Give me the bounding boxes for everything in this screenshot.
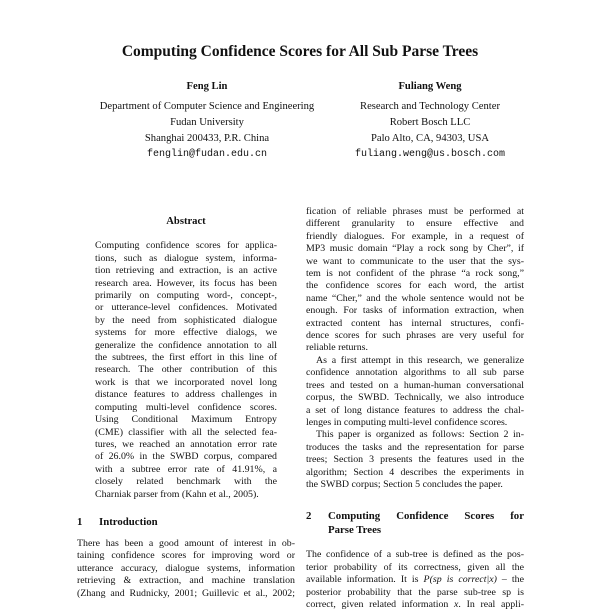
text-line: the SWBD corpus; Section 5 concludes the paper. (306, 478, 503, 490)
text-line: Using Conditional Maximum Entropy (95, 414, 277, 426)
text-line: distance features to address challenges in (95, 389, 277, 401)
text-line: different granularity to ensure effective and (306, 218, 524, 230)
text-line: tion retrieving and extraction, is an active (95, 265, 277, 277)
text-line: by the need from sophisticated dialogue (95, 314, 277, 326)
text-line: lenges in computing multi-level confidence scores. (306, 416, 508, 428)
text-line: we want to communicate to the user that the sys- (306, 255, 524, 267)
author-block-2 (315, 79, 545, 163)
text-line: name “Cher,” and the whole sentence would not be (306, 292, 524, 304)
text-line: dence scores for such phrases are very useful for (306, 330, 524, 342)
text-line: extracted content has internal structures, confi- (306, 317, 524, 329)
text-line: Charniak parser from (Kahn et al., 2005). (95, 488, 259, 500)
text-line: confidence annotation algorithms to all sub parse (306, 367, 524, 379)
text-line: work is that we incorporated novel long (95, 376, 277, 388)
section-1-body (77, 538, 295, 600)
text-line: computing multi-level confidence scores. (95, 401, 277, 413)
text-line: systems for more effective dialogs, we (95, 327, 277, 339)
text-line: the confidence scores for each word, the artist (306, 280, 524, 292)
section-title: Introduction (99, 515, 158, 528)
text-line: friendly dialogues. For example, in a request of (306, 230, 524, 242)
text-line: (Zhang and Rudnicky, 2001; Guillevic et al., 2002; (77, 587, 295, 599)
text-line: tures, we reached an annotation error rate (95, 438, 277, 450)
text-line: with a subtree error rate of 41.91%, a (95, 463, 277, 475)
text-line: primarily on computing word-, concept-, (95, 290, 277, 302)
section-number: 2 (306, 510, 312, 523)
author-name: Fuliang Weng (398, 81, 462, 92)
right-column (306, 206, 524, 611)
text-line: utterance accuracy, dialogue systems, information (77, 562, 295, 574)
author-email: fenglin@fudan.edu.cn (146, 149, 268, 160)
section-number: 1 (77, 515, 83, 528)
text-line: research area. However, its focus has been (95, 277, 277, 289)
author-affiliation: Department of Computer Science and Engineering (99, 101, 315, 112)
text-line: generalize the confidence annotation to all (95, 339, 277, 351)
section-2-heading (306, 509, 524, 537)
text-line: MP3 music domain “Play a rock song by Cher”, if (306, 243, 524, 255)
text-line: trees; Section 3 presents the features used in the (306, 454, 524, 466)
text-line: enough. For tasks of information extraction, when (306, 305, 524, 317)
text-line: troduces the tasks and the representation for parse (306, 441, 524, 453)
text-line: Computing confidence scores for applica- (95, 240, 277, 252)
intro-paragraph-continued (306, 206, 524, 355)
author-affiliation: Research and Technology Center (360, 101, 500, 112)
text-line: closely related benchmark with the (95, 476, 277, 488)
intro-paragraph-3 (306, 429, 524, 491)
paper-title: Computing Confidence Scores for All Sub Parse Trees (121, 43, 479, 60)
text-line: corpus, the SWBD. Technically, we also introduce (306, 392, 524, 404)
text-line: fication of reliable phrases must be performed at (306, 206, 524, 217)
text-line: As a first attempt in this research, we generalize (316, 354, 524, 366)
author-name: Feng Lin (186, 81, 228, 92)
text-line: retrieving & extraction, and machine translation (77, 575, 295, 587)
text-line: reliable returns. (306, 342, 368, 354)
text-line: algorithm; Section 4 describes the experiments in (306, 466, 524, 478)
author-address: Shanghai 200433, P.R. China (144, 133, 270, 144)
author-institution: Fudan University (170, 117, 244, 128)
section-1-heading (77, 515, 295, 529)
section-2-body: The confidence of a sub-tree is defined as the pos- terior probability of its correctness, given all the available information. It is P(sp is correct|x) – the posterior probability that the parse sub-tree sp is correct, given related information x. In real appli- (306, 549, 524, 610)
abstract-body (77, 240, 295, 501)
text-line: the subtrees, the first effort in this line of (95, 352, 277, 364)
text-line: This paper is organized as follows: Section 2 in- (316, 429, 524, 441)
abstract-heading: Abstract (166, 216, 206, 227)
math-variable: x (454, 598, 459, 610)
author-email: fuliang.weng@us.bosch.com (354, 149, 506, 160)
author-institution: Robert Bosch LLC (389, 117, 471, 128)
text-line: tem is not confident of the phrase “a rock song,” (306, 268, 524, 280)
author-address: Palo Alto, CA, 94303, USA (370, 133, 489, 144)
intro-paragraph-2 (306, 355, 524, 429)
text-line: trees and tested on a human-human conversational (306, 379, 524, 391)
text-line: taining confidence scores for improving word or (77, 550, 295, 562)
text-line: tions, such as dialogue system, informa- (95, 252, 277, 264)
text-line: (CME) classifier with all the selected fea- (95, 426, 277, 438)
text-line: or utterance-level confidences. Motivated (95, 302, 277, 314)
section-title: Computing Confidence Scores for Parse Trees (328, 510, 524, 537)
text-line: a set of long distance features to address the chal- (306, 404, 524, 416)
author-block-1 (90, 79, 324, 163)
text-line: of 26.0% in the SWBD corpus, compared (95, 451, 277, 463)
math-expression: P(sp is correct|x) (423, 574, 497, 586)
text-line: research. The other contribution of this (95, 364, 277, 376)
text-line: There has been a good amount of interest in ob- (77, 537, 295, 549)
left-column (77, 216, 295, 600)
